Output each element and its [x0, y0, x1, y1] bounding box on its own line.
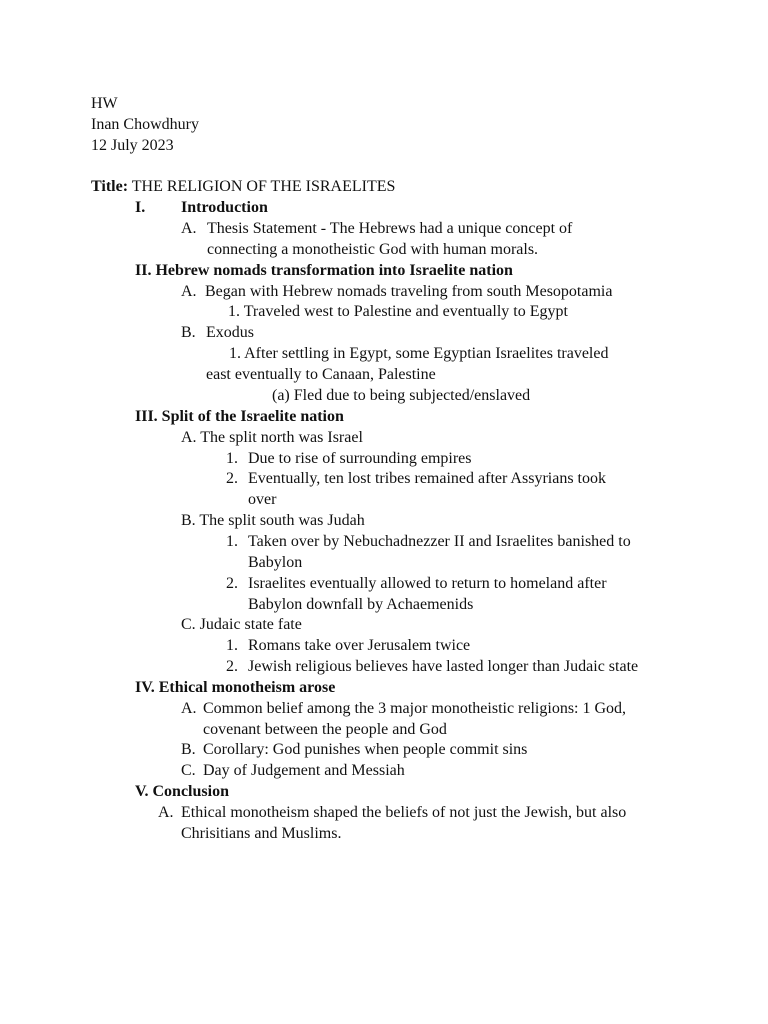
- section-5-a-line2: Chrisitians and Muslims.: [181, 825, 342, 842]
- section-3-a-item2-line1: Eventually, ten lost tribes remained after Assyrians took: [248, 470, 606, 487]
- section-2-a-marker: A.: [181, 283, 197, 300]
- section-3-heading: III. Split of the Israelite nation: [135, 408, 344, 425]
- section-4-c-marker: C.: [181, 762, 196, 779]
- section-2-b-text: Exodus: [206, 324, 254, 341]
- section-4-b-marker: B.: [181, 741, 196, 758]
- section-3-b: B. The split south was Judah: [181, 512, 365, 529]
- section-5-heading: V. Conclusion: [135, 783, 229, 800]
- section-2-a-text: Began with Hebrew nomads traveling from south Mesopotamia: [205, 283, 613, 300]
- section-3-b-item2-line1: Israelites eventually allowed to return to homeland after: [248, 575, 607, 592]
- section-5-a-marker: A.: [158, 804, 174, 821]
- section-3-c-item1: Romans take over Jerusalem twice: [248, 637, 471, 654]
- section-1-a-line1: Thesis Statement - The Hebrews had a unique concept of: [207, 220, 573, 237]
- section-3-b-item2-line2: Babylon downfall by Achaemenids: [248, 596, 474, 613]
- section-3-c: C. Judaic state fate: [181, 616, 302, 633]
- section-3-a: A. The split north was Israel: [181, 429, 363, 446]
- section-1-number: I.: [135, 199, 146, 216]
- section-3-a-item1-number: 1.: [226, 450, 238, 467]
- title-label: Title:: [91, 178, 129, 195]
- section-3-b-item1-number: 1.: [226, 533, 238, 550]
- section-3-a-item2-number: 2.: [226, 470, 238, 487]
- document-date: 12 July 2023: [91, 137, 174, 154]
- section-3-b-item2-number: 2.: [226, 575, 238, 592]
- section-3-b-item1-line1: Taken over by Nebuchadnezzer II and Israelites banished to: [248, 533, 631, 550]
- section-4-a-marker: A.: [181, 700, 197, 717]
- section-3-a-item2-line2: over: [248, 491, 277, 508]
- section-4-c-text: Day of Judgement and Messiah: [203, 762, 405, 779]
- document-title-line: [91, 177, 395, 197]
- section-3-b-item1-line2: Babylon: [248, 554, 303, 571]
- section-2-heading: II. Hebrew nomads transformation into Israelite nation: [135, 262, 513, 279]
- section-5-a-line1: Ethical monotheism shaped the beliefs of not just the Jewish, but also: [181, 804, 627, 821]
- section-2-b-item1-sub-a: (a) Fled due to being subjected/enslaved: [272, 387, 531, 404]
- section-1-heading: Introduction: [181, 199, 268, 216]
- section-4-a-line2: covenant between the people and God: [203, 721, 447, 738]
- section-2-b-item1-line2: east eventually to Canaan, Palestine: [206, 366, 436, 383]
- section-2-b-item1-line1: 1. After settling in Egypt, some Egyptian Israelites traveled: [229, 345, 609, 362]
- section-4-b-text: Corollary: God punishes when people commit sins: [203, 741, 528, 758]
- section-3-c-item2-number: 2.: [226, 658, 238, 675]
- section-3-c-item2: Jewish religious believes have lasted longer than Judaic state: [248, 658, 639, 675]
- title-text: THE RELIGION OF THE ISRAELITES: [131, 178, 396, 195]
- section-3-a-item1: Due to rise of surrounding empires: [248, 450, 472, 467]
- section-1-a-line2: connecting a monotheistic God with human morals.: [207, 241, 539, 258]
- section-4-a-line1: Common belief among the 3 major monotheistic religions: 1 God,: [203, 700, 627, 717]
- assignment-label: HW: [91, 95, 118, 112]
- section-2-b-marker: B.: [181, 324, 196, 341]
- section-1-a-marker: A.: [181, 220, 197, 237]
- section-2-a-item1: 1. Traveled west to Palestine and eventually to Egypt: [228, 303, 568, 320]
- author-name: Inan Chowdhury: [91, 116, 199, 133]
- section-3-c-item1-number: 1.: [226, 637, 238, 654]
- section-4-heading: IV. Ethical monotheism arose: [135, 679, 336, 696]
